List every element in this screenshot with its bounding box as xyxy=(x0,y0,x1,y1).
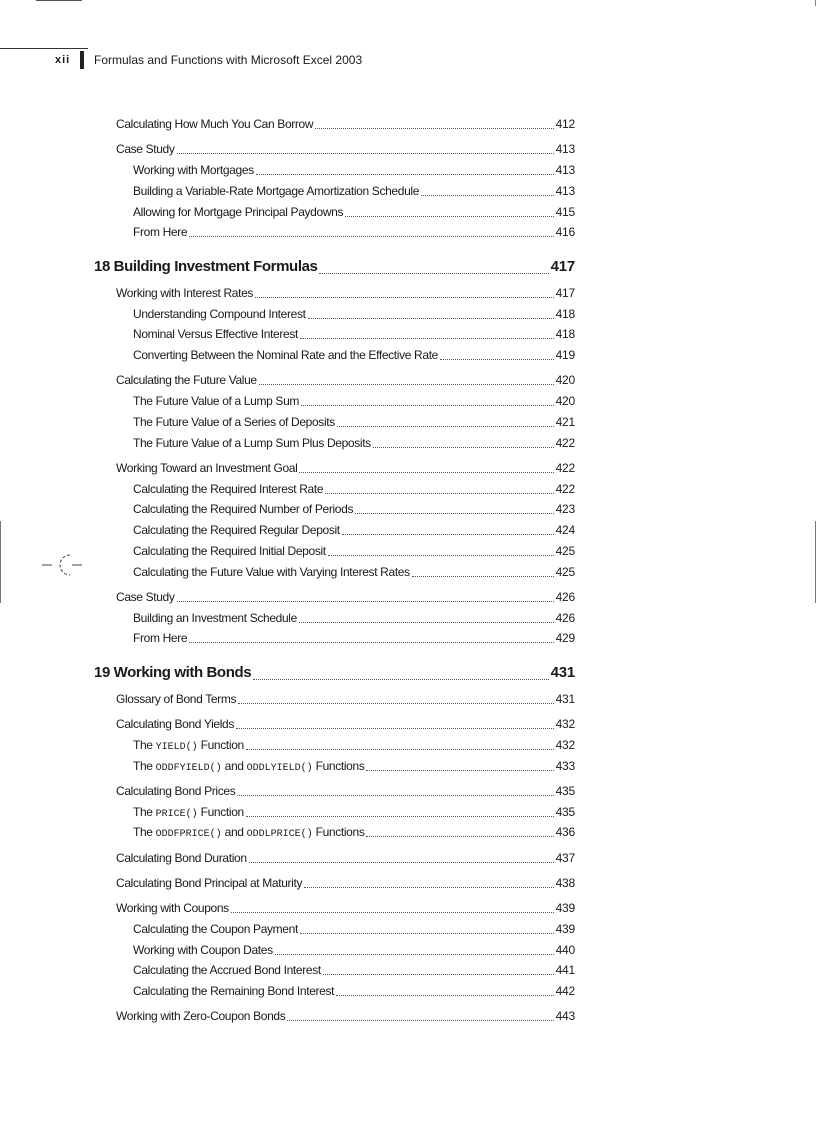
title-text: From Here xyxy=(133,631,188,646)
toc-page-number: 426 xyxy=(555,610,575,625)
title-text: Case Study xyxy=(116,142,175,157)
function-name: ODDLPRICE() xyxy=(246,829,313,841)
toc-page-number: 439 xyxy=(555,921,575,936)
toc-page-number: 413 xyxy=(555,183,575,198)
title-text: Understanding Compound Interest xyxy=(133,306,306,321)
toc-page-number: 436 xyxy=(555,825,575,840)
toc-page-number: 442 xyxy=(555,984,575,998)
dot-leader xyxy=(299,621,554,623)
dot-leader xyxy=(308,317,554,319)
function-name: ODDFPRICE() xyxy=(155,829,222,841)
toc-page-number: 423 xyxy=(555,502,575,517)
toc-chapter[interactable] xyxy=(94,662,575,684)
toc-entry-title xyxy=(133,563,410,581)
title-text: Working with Coupons xyxy=(116,901,229,915)
title-text: The xyxy=(133,737,156,752)
toc-page-number: 438 xyxy=(555,875,575,890)
toc-page-number: 413 xyxy=(555,142,575,157)
toc-entry[interactable] xyxy=(133,629,575,647)
toc-entry-title xyxy=(116,715,234,733)
dot-leader xyxy=(246,815,554,817)
toc-entry[interactable] xyxy=(133,521,575,539)
toc-entry[interactable] xyxy=(116,715,575,733)
toc-entry[interactable] xyxy=(133,542,575,560)
toc-entry[interactable] xyxy=(116,459,575,477)
toc-chapter[interactable] xyxy=(94,256,575,278)
toc-entry-title xyxy=(133,392,299,410)
toc-entry-title xyxy=(133,182,419,200)
dot-leader xyxy=(177,152,554,154)
toc-page-number: 425 xyxy=(555,543,575,558)
toc-page-number: 426 xyxy=(555,589,575,604)
title-text: Function xyxy=(197,804,244,819)
toc-page-number: 433 xyxy=(555,758,575,773)
title-text: Calculating the Coupon Payment xyxy=(133,921,298,936)
toc-entry-title xyxy=(116,899,229,917)
dot-leader xyxy=(231,911,554,913)
dot-leader xyxy=(323,973,554,975)
dot-leader xyxy=(189,641,553,643)
toc-page-number: 422 xyxy=(555,435,575,450)
dot-leader xyxy=(300,932,554,934)
toc-entry[interactable] xyxy=(133,325,575,343)
title-text: The xyxy=(133,825,156,840)
title-text: Working with Zero-Coupon Bonds xyxy=(116,1009,286,1024)
toc-entry-title xyxy=(133,803,244,824)
toc-page-number: 422 xyxy=(555,481,575,496)
toc-entry-title xyxy=(116,140,175,158)
title-text: Building a Variable-Rate Mortgage Amortization Schedule xyxy=(133,183,420,198)
dot-leader xyxy=(256,173,554,175)
title-text: and xyxy=(221,825,247,840)
toc-entry[interactable] xyxy=(133,346,575,364)
dot-leader xyxy=(299,471,553,473)
title-text: Nominal Versus Effective Interest xyxy=(133,327,298,342)
toc-entry[interactable] xyxy=(133,563,575,581)
function-name: ODDFYIELD() xyxy=(155,762,222,774)
title-text: Case Study xyxy=(116,589,175,604)
dot-leader xyxy=(412,575,554,577)
toc-entry[interactable] xyxy=(133,434,575,452)
toc-entry[interactable] xyxy=(116,371,575,389)
toc-entry-title xyxy=(133,434,371,452)
toc-page-number: 418 xyxy=(555,327,575,342)
toc-entry-title xyxy=(116,459,297,477)
toc-entry-title xyxy=(116,690,236,708)
dot-leader xyxy=(189,235,553,237)
title-text: The Future Value of a Lump Sum xyxy=(133,394,300,408)
toc-entry[interactable] xyxy=(116,874,575,892)
toc-page-number: 435 xyxy=(555,783,575,798)
title-text: Function xyxy=(197,737,244,752)
title-text: The xyxy=(133,758,156,773)
toc-entry[interactable] xyxy=(133,736,575,754)
toc-entry-title xyxy=(133,757,364,778)
title-text: Calculating Bond Duration xyxy=(116,850,247,865)
title-text: Calculating How Much You Can Borrow xyxy=(116,117,314,131)
toc-entry[interactable] xyxy=(133,941,575,959)
dot-leader xyxy=(236,727,554,729)
title-text: 18 Building Investment Formulas xyxy=(94,258,318,275)
title-text: Converting Between the Nominal Rate and the Effective Rate xyxy=(133,348,439,362)
dot-leader xyxy=(249,861,554,863)
toc-entry[interactable] xyxy=(116,115,575,133)
toc-entry-title xyxy=(133,480,323,498)
dot-leader xyxy=(440,358,554,360)
toc-entry[interactable] xyxy=(133,182,575,200)
dot-leader xyxy=(259,383,554,385)
toc-entry[interactable] xyxy=(133,961,575,979)
toc-page-number: 422 xyxy=(555,460,575,475)
toc-page-number: 417 xyxy=(555,285,575,300)
toc-entry-title xyxy=(133,521,340,539)
title-text: 19 Working with Bonds xyxy=(94,664,252,681)
page-number: xii xyxy=(55,54,71,66)
title-text: Functions xyxy=(312,825,365,840)
title-text: Working with Coupon Dates xyxy=(133,942,273,957)
book-title: Formulas and Functions with Microsoft Excel 2003 xyxy=(94,53,363,67)
toc-page-number: 441 xyxy=(555,963,575,978)
toc-entry-title xyxy=(133,629,187,647)
toc-page-number: 418 xyxy=(555,306,575,321)
toc-page-number: 425 xyxy=(555,564,575,579)
toc-entry[interactable] xyxy=(133,803,575,821)
toc-entry[interactable] xyxy=(116,140,575,158)
dot-leader xyxy=(253,678,548,680)
toc-entry-title xyxy=(133,736,244,757)
toc-entry[interactable] xyxy=(116,899,575,917)
toc-entry[interactable] xyxy=(116,1007,575,1025)
toc-entry[interactable] xyxy=(133,392,575,410)
toc-entry[interactable] xyxy=(133,480,575,498)
toc-entry[interactable] xyxy=(133,920,575,938)
title-text: Calculating Bond Yields xyxy=(116,717,235,731)
dot-leader xyxy=(300,337,554,339)
toc-entry-title xyxy=(116,115,313,133)
toc-entry-title xyxy=(133,325,298,343)
toc-page-number: 413 xyxy=(555,163,575,177)
title-text: Calculating the Required Regular Deposit xyxy=(133,523,340,537)
dot-leader xyxy=(255,296,554,298)
title-text: The xyxy=(133,804,156,819)
title-text: Working Toward an Investment Goal xyxy=(116,460,298,475)
crop-mark-top xyxy=(36,0,82,1)
toc-entry-title xyxy=(94,256,317,278)
toc-entry-title xyxy=(94,662,251,684)
toc-entry-title xyxy=(116,782,235,800)
toc-entry[interactable] xyxy=(133,305,575,323)
toc-entry[interactable] xyxy=(133,500,575,518)
dot-leader xyxy=(315,127,553,129)
title-text: Calculating the Remaining Bond Interest xyxy=(133,984,335,998)
toc-page-number: 429 xyxy=(555,631,575,646)
dot-leader xyxy=(304,886,553,888)
toc-entry-title xyxy=(133,542,326,560)
title-text: Calculating the Future Value with Varying Interest Rates xyxy=(133,564,410,579)
toc-entry-title xyxy=(116,874,302,892)
header-rule xyxy=(0,48,88,49)
toc-page-number: 440 xyxy=(555,942,575,957)
toc-page-number: 417 xyxy=(550,258,575,275)
function-name: ODDLYIELD() xyxy=(246,762,313,774)
toc-entry[interactable] xyxy=(116,782,575,800)
toc-entry[interactable] xyxy=(116,284,575,302)
dot-leader xyxy=(325,492,553,494)
toc-page-number: 420 xyxy=(555,394,575,408)
running-header xyxy=(0,48,420,72)
dot-leader xyxy=(319,272,548,274)
title-text: Allowing for Mortgage Principal Paydowns xyxy=(133,204,344,219)
toc-page-number: 416 xyxy=(555,225,575,240)
toc-entry[interactable] xyxy=(133,757,575,775)
title-text: The Future Value of a Series of Deposits xyxy=(133,414,335,429)
dot-leader xyxy=(246,748,554,750)
toc-entry[interactable] xyxy=(133,413,575,431)
registration-mark-icon xyxy=(42,550,82,580)
title-text: Glossary of Bond Terms xyxy=(116,691,237,706)
title-text: Building an Investment Schedule xyxy=(133,610,297,625)
toc-page-number: 432 xyxy=(555,737,575,752)
dot-leader xyxy=(237,794,553,796)
margin-line-left xyxy=(0,521,1,603)
title-text: and xyxy=(221,758,247,773)
dot-leader xyxy=(328,554,554,556)
title-text: Working with Interest Rates xyxy=(116,285,254,300)
dot-leader xyxy=(421,194,554,196)
dot-leader xyxy=(373,446,554,448)
toc-page-number: 421 xyxy=(555,414,575,429)
toc-entry[interactable] xyxy=(133,982,575,1000)
toc-entry[interactable] xyxy=(116,849,575,867)
dot-leader xyxy=(301,404,554,406)
toc-page-number: 432 xyxy=(555,717,575,731)
toc-entry[interactable] xyxy=(116,690,575,708)
toc-entry[interactable] xyxy=(133,203,575,221)
title-text: From Here xyxy=(133,225,188,240)
title-text: Calculating the Future Value xyxy=(116,373,257,388)
function-name: PRICE() xyxy=(155,808,198,820)
dot-leader xyxy=(355,512,553,514)
toc-entry-title xyxy=(133,161,254,179)
title-text: Calculating the Required Initial Deposit xyxy=(133,543,326,558)
toc-entry-title xyxy=(133,961,321,979)
toc-entry[interactable] xyxy=(133,161,575,179)
toc-page-number: 431 xyxy=(555,691,575,706)
toc-entry[interactable] xyxy=(116,588,575,606)
toc-entry-title xyxy=(133,609,297,627)
toc-page-number: 424 xyxy=(555,523,575,537)
toc-entry-title xyxy=(133,305,306,323)
toc-entry[interactable] xyxy=(133,609,575,627)
toc-entry-title xyxy=(116,588,175,606)
toc-page-number: 415 xyxy=(555,204,575,219)
dot-leader xyxy=(366,835,553,837)
toc-entry-title xyxy=(133,920,298,938)
title-text: Calculating the Required Interest Rate xyxy=(133,481,324,496)
toc-entry-title xyxy=(133,413,335,431)
title-text: Calculating Bond Principal at Maturity xyxy=(116,875,303,890)
toc-entry-title xyxy=(116,849,247,867)
toc-page-number: 437 xyxy=(555,850,575,865)
toc-entry-title xyxy=(133,941,273,959)
toc-page-number: 412 xyxy=(555,117,575,131)
title-text: Calculating Bond Prices xyxy=(116,783,236,798)
header-bar xyxy=(80,51,84,69)
toc-entry-title xyxy=(116,1007,285,1025)
dot-leader xyxy=(366,769,553,771)
title-text: Functions xyxy=(312,758,365,773)
toc-page-number: 431 xyxy=(550,664,575,681)
title-text: Calculating the Required Number of Periods xyxy=(133,502,354,517)
toc-page-number: 443 xyxy=(555,1009,575,1024)
dot-leader xyxy=(238,702,553,704)
dot-leader xyxy=(342,533,554,535)
toc-entry-title xyxy=(133,223,187,241)
dot-leader xyxy=(275,953,554,955)
dot-leader xyxy=(345,215,553,217)
title-text: Calculating the Accrued Bond Interest xyxy=(133,963,321,978)
toc-entry-title xyxy=(133,500,353,518)
dot-leader xyxy=(287,1019,553,1021)
title-text: Working with Mortgages xyxy=(133,163,254,177)
toc-entry-title xyxy=(133,346,438,364)
toc-page-number: 419 xyxy=(555,348,575,362)
toc-entry-title xyxy=(116,371,257,389)
toc-entry[interactable] xyxy=(133,223,575,241)
toc-page-number: 435 xyxy=(555,804,575,819)
dot-leader xyxy=(336,994,553,996)
toc-entry[interactable] xyxy=(133,823,575,841)
dot-leader xyxy=(177,600,554,602)
toc-page-number: 439 xyxy=(555,901,575,915)
toc-page-number: 420 xyxy=(555,373,575,388)
toc-entry-title xyxy=(133,982,334,1000)
function-name: YIELD() xyxy=(155,741,198,753)
toc-entry-title xyxy=(116,284,253,302)
dot-leader xyxy=(337,425,554,427)
toc-entry-title xyxy=(133,823,364,844)
toc-entry-title xyxy=(133,203,343,221)
title-text: The Future Value of a Lump Sum Plus Deposits xyxy=(133,435,371,450)
